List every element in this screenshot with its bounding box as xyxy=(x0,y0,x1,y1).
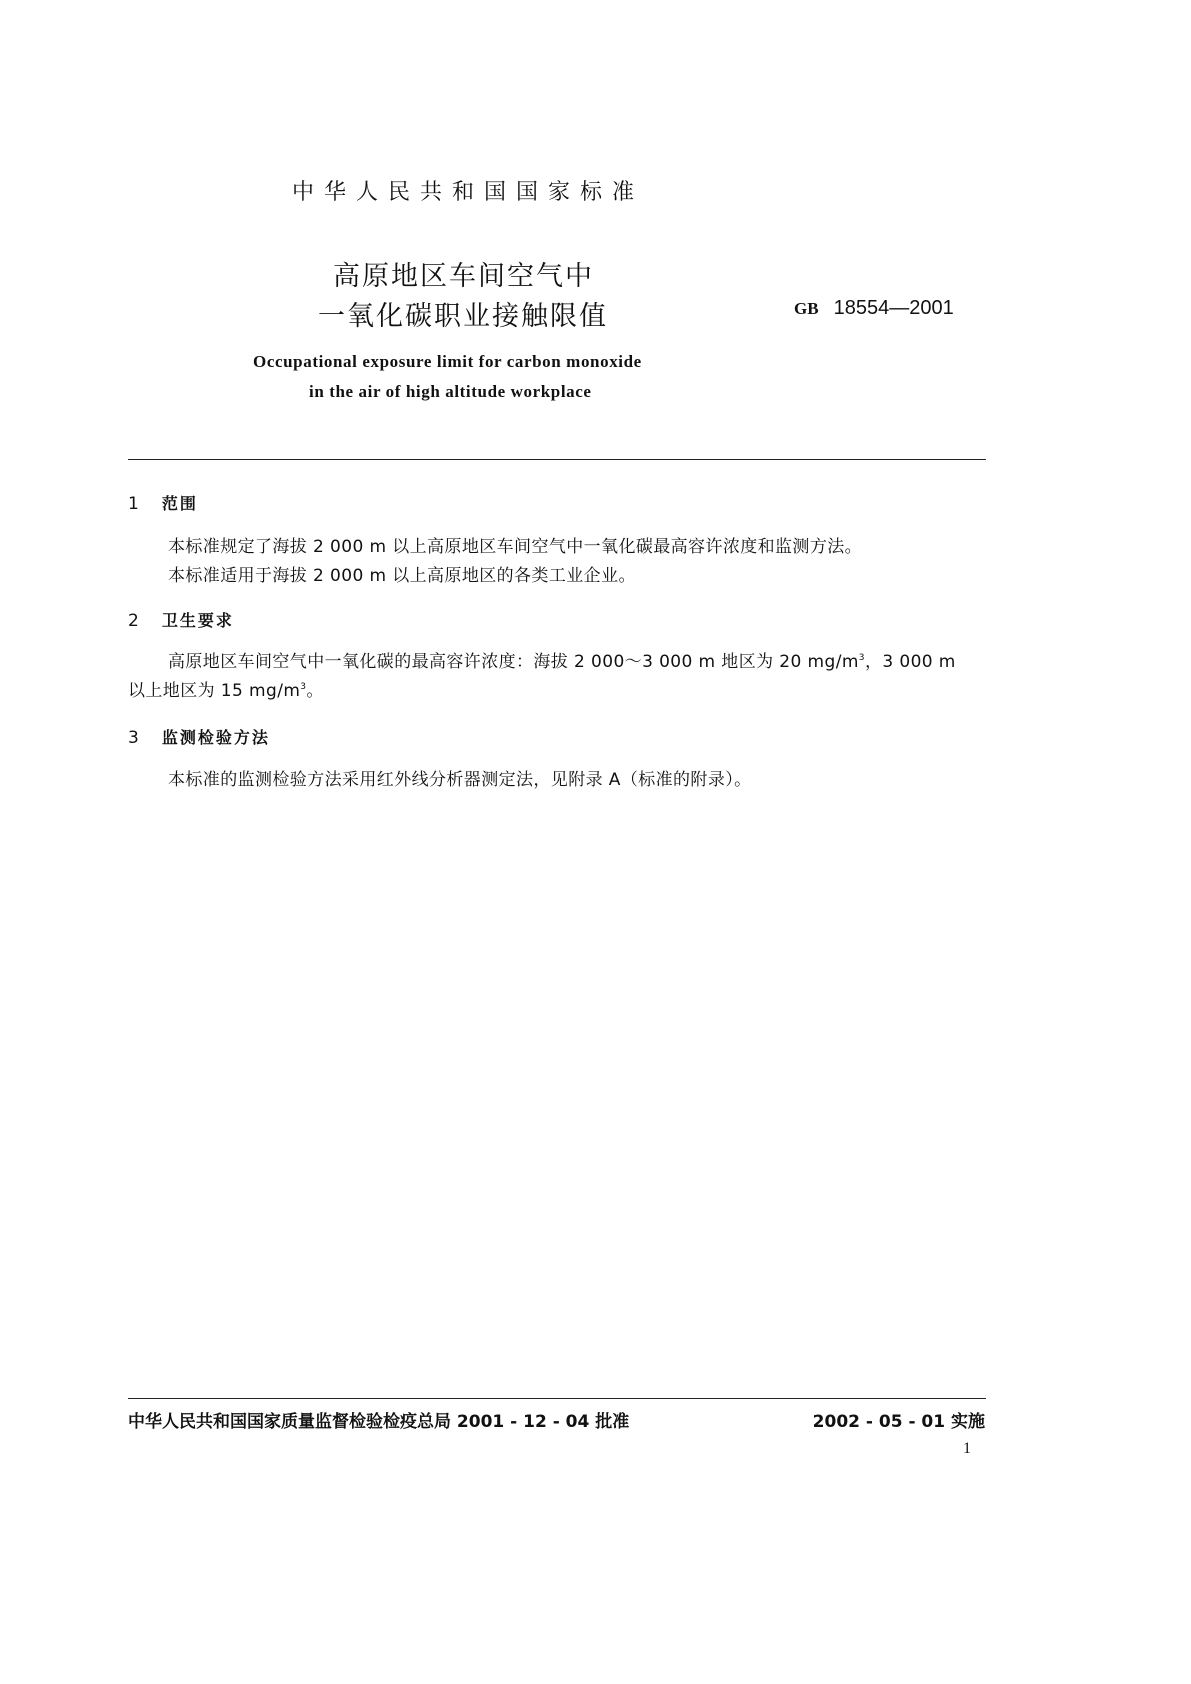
header-divider xyxy=(128,459,986,460)
section-title: 卫生要求 xyxy=(161,611,234,630)
superscript-3: 3 xyxy=(858,653,865,663)
title-en-line1: Occupational exposure limit for carbon monoxide xyxy=(253,352,642,371)
section-2-paragraph-line2 xyxy=(128,677,324,706)
section-2-heading xyxy=(128,608,234,631)
standard-type-heading: 中华人民共和国国家标准 xyxy=(292,180,645,205)
concentration-text-cont: ，3 000 m xyxy=(864,652,956,672)
footer-divider xyxy=(128,1398,986,1399)
section-1-heading xyxy=(128,491,198,514)
section-number: 3 xyxy=(128,728,139,748)
approval-statement: 中华人民共和国国家质量监督检验检疫总局 2001 - 12 - 04 批准 xyxy=(128,1412,630,1432)
section-number: 1 xyxy=(128,494,139,514)
concentration-text-end: 。 xyxy=(306,681,324,701)
section-3-heading xyxy=(128,725,270,748)
effective-date: 2002 - 05 - 01 实施 xyxy=(812,1412,985,1432)
page-number: 1 xyxy=(963,1440,971,1457)
superscript-3: 3 xyxy=(300,682,307,692)
section-number: 2 xyxy=(128,611,139,631)
section-2-paragraph-line1 xyxy=(168,648,956,677)
section-title: 监测检验方法 xyxy=(161,728,270,747)
concentration-text: 高原地区车间空气中一氧化碳的最高容许浓度：海拔 2 000～3 000 m 地区为 20 mg/m xyxy=(168,652,859,672)
section-1-paragraph-1: 本标准规定了海拔 2 000 m 以上高原地区车间空气中一氧化碳最高容许浓度和监测方法。 xyxy=(168,537,863,557)
concentration-text: 以上地区为 15 mg/m xyxy=(128,681,301,701)
section-3-paragraph-1: 本标准的监测检验方法采用红外线分析器测定法，见附录 A（标准的附录）。 xyxy=(168,770,752,790)
standard-code-number: 18554—2001 xyxy=(833,297,954,319)
title-cn-line2: 一氧化碳职业接触限值 xyxy=(318,301,608,332)
standard-code xyxy=(794,297,954,320)
title-en-line2: in the air of high altitude workplace xyxy=(309,382,592,401)
section-title: 范围 xyxy=(161,494,198,513)
title-cn-line1: 高原地区车间空气中 xyxy=(333,261,594,292)
section-1-paragraph-2: 本标准适用于海拔 2 000 m 以上高原地区的各类工业企业。 xyxy=(168,566,636,586)
standard-code-prefix: GB xyxy=(794,299,819,318)
